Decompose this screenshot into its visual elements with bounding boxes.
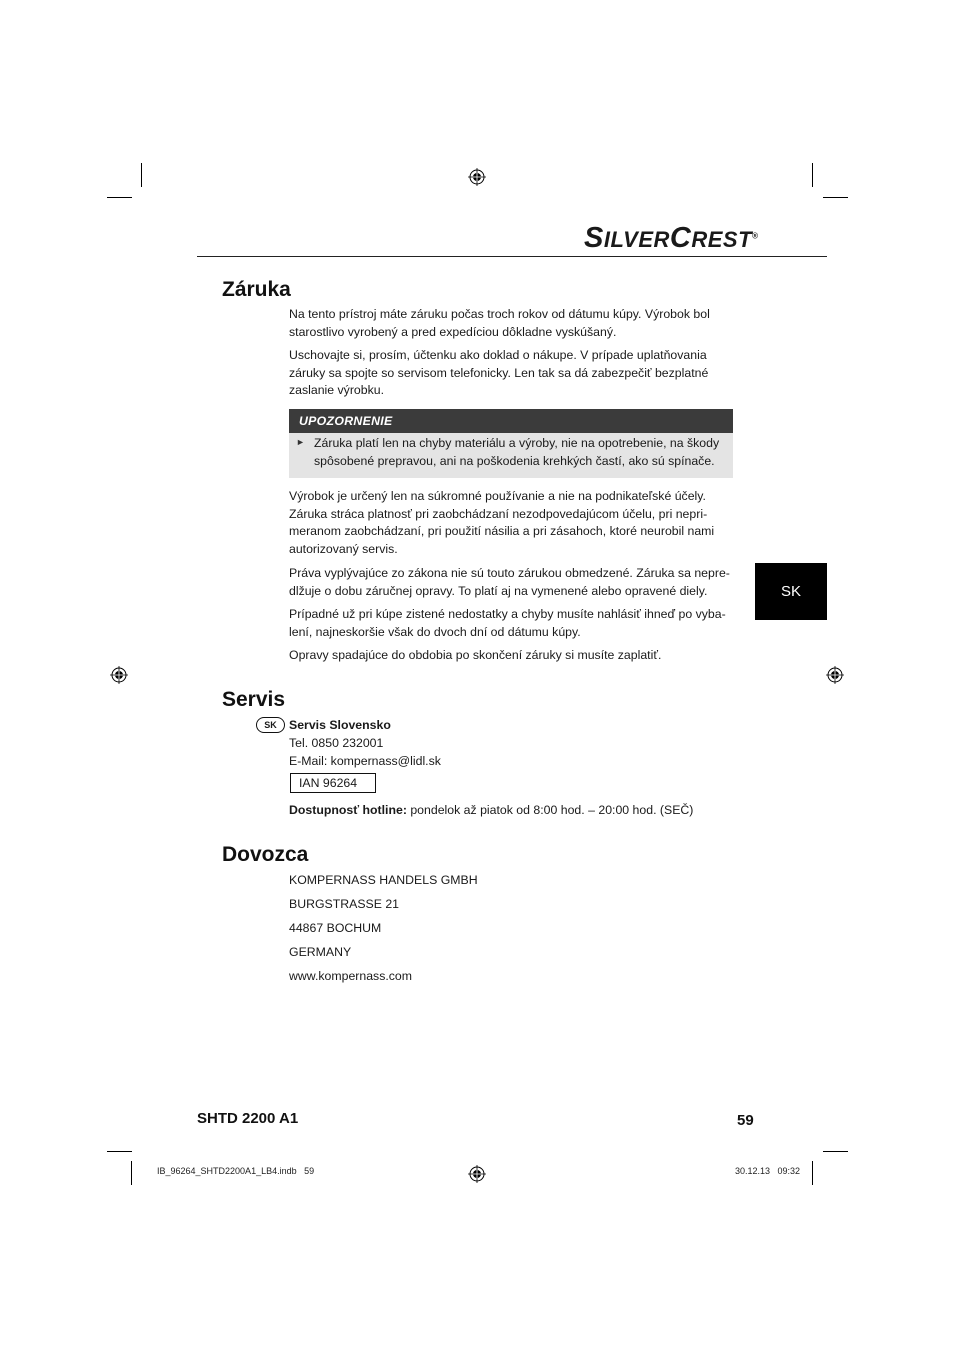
importer-line: BURGSTRASSE 21 [289, 897, 400, 911]
country-badge: SK [256, 717, 285, 733]
note-text: Záruka platí len na chyby materiálu a výroby, nie na opotrebenie, na škody spôsobené prepravou, ani na poškodenia krehkých častí, ako sú spínače. [314, 436, 720, 468]
warranty-paragraph: Prípadné už pri kúpe zistené nedostatky a chyby musíte nahlásiť ihneď po vybalení, najneskoršie však do dvoch dní od dátumu kúpy. [289, 607, 726, 639]
warranty-paragraph: Uschovajte si, prosím, účtenku ako doklad o nákupe. V prípade uplatňovania záruky sa spojte so servisom telefonicky. Len tak sa dá zabezpečiť bezplatné zaslanie výrobku. [289, 348, 709, 398]
language-tab: SK [755, 563, 827, 620]
registration-mark-icon [110, 666, 128, 684]
crop-mark [131, 1161, 132, 1185]
slug-date: 30.12.13 09:32 [735, 1166, 801, 1176]
crop-mark [107, 197, 132, 198]
footer-model: SHTD 2200 A1 [197, 1110, 299, 1127]
section-title-importer: Dovozca [222, 843, 309, 866]
note-header: UPOZORNENIE [289, 409, 733, 433]
registration-mark-icon [826, 666, 844, 684]
warranty-paragraph: Na tento prístroj máte záruku počas troch rokov od dátumu kúpy. Výrobok bol starostlivo vyrobený a pred expedíciou dôkladne vyskúšaný. [289, 307, 710, 339]
importer-line: GERMANY [289, 945, 352, 959]
page-number: 59 [737, 1112, 754, 1129]
section-title-service: Servis [222, 688, 286, 711]
hotline-label: Dostupnosť hotline: [289, 803, 407, 817]
brand-logo: SILVERCREST® [584, 222, 759, 254]
crop-mark [823, 197, 848, 198]
crop-mark [107, 1151, 132, 1152]
registration-mark-icon [468, 1165, 486, 1183]
warranty-paragraph: Opravy spadajúce do obdobia po skončení záruky si musíte zaplatiť. [289, 648, 662, 662]
importer-line: KOMPERNASS HANDELS GMBH [289, 873, 478, 887]
crop-mark [141, 163, 142, 187]
warranty-paragraph: Práva vyplývajúce zo zákona nie sú touto zárukou obmedzené. Záruka sa nepredlžuje o dobu záručnej opravy. To platí aj na vymenené alebo opravené diely. [289, 566, 730, 598]
crop-mark [823, 1151, 848, 1152]
warranty-paragraph: Výrobok je určený len na súkromné používanie a nie na podnikateľské účely. Záruka stráca platnosť pri zaobchádzaní nezodpovedajúcom účelu, pri neprimeranom zaobchádzaní, pri použití násilia a pri zásahoch, ktoré neurobil nami autorizovaný servis. [289, 489, 715, 556]
slug-file: IB_96264_SHTD2200A1_LB4.indb 59 [157, 1166, 315, 1176]
importer-line: 44867 BOCHUM [289, 921, 382, 935]
service-phone: Tel. 0850 232001 [289, 736, 384, 750]
hotline-text: pondelok až piatok od 8:00 hod. – 20:00 hod. (SEČ) [410, 803, 694, 817]
importer-website: www.kompernass.com [289, 969, 413, 983]
service-email: E-Mail: kompernass@lidl.sk [289, 754, 441, 768]
note-box [289, 433, 733, 478]
bullet-arrow-icon: ► [296, 437, 305, 447]
registration-mark-icon [468, 168, 486, 186]
crop-mark [812, 1161, 813, 1185]
ian-box: IAN 96264 [290, 773, 376, 793]
section-title-warranty: Záruka [222, 278, 291, 301]
header-rule [197, 256, 827, 257]
crop-mark [812, 163, 813, 187]
service-name: Servis Slovensko [289, 718, 391, 732]
hotline-info [289, 802, 735, 820]
